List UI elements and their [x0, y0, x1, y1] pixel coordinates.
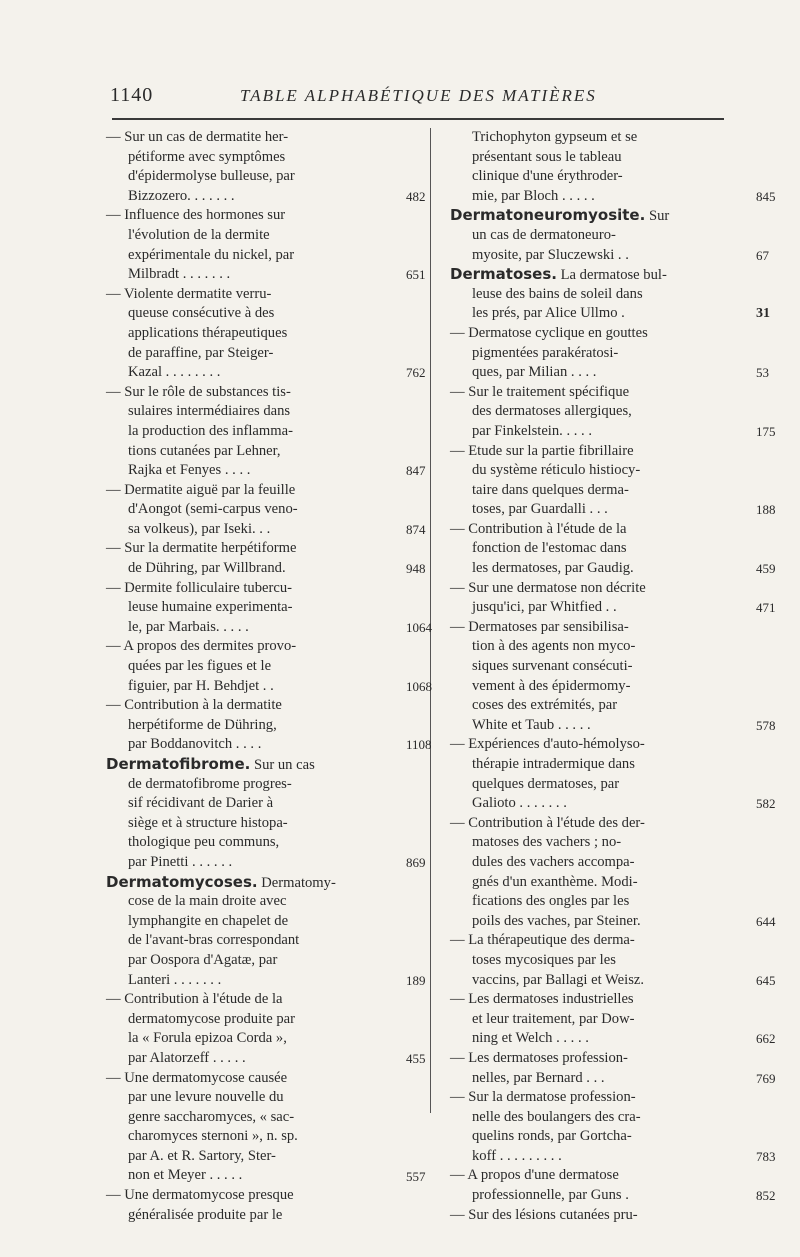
index-entry [450, 324, 769, 383]
entry-text: par Oospora d'Agatæ, par [128, 951, 278, 968]
entry-text: expérimentale du nickel, par [128, 246, 295, 263]
entry-page-number: 1108 [406, 737, 432, 753]
entry-page-number: 762 [406, 365, 426, 381]
entry-text: — Une dermatomycose presque [106, 1187, 294, 1204]
entry-line [450, 618, 740, 638]
entry-page-number: 874 [406, 521, 426, 537]
entry-text: mie, par Bloch . . . . . [472, 187, 595, 204]
entry-text: quelins ronds, par Gortcha- [472, 1128, 632, 1145]
entry-text: par Finkelstein. . . . . [472, 422, 592, 439]
entry-line [450, 873, 740, 893]
entry-heading: Dermatomycoses. [106, 872, 258, 891]
entry-line [106, 833, 396, 853]
entry-text: les prés, par Alice Ullmo . [472, 305, 625, 322]
entry-line [106, 1108, 396, 1128]
entry-line [450, 128, 740, 148]
entry-line [450, 931, 740, 951]
entry-text: Trichophyton gypseum et se [472, 129, 638, 145]
entry-text: des dermatoses allergiques, [472, 403, 632, 420]
entry-line [106, 285, 396, 305]
running-title: TABLE ALPHABÉTIQUE DES MATIÈRES [240, 86, 597, 105]
entry-line [450, 1049, 740, 1069]
entry-text: professionnelle, par Guns . [472, 1187, 629, 1204]
entry-line [106, 598, 396, 618]
entry-text: nelles, par Bernard . . . [472, 1069, 605, 1086]
entry-page-number: 459 [756, 561, 776, 577]
entry-line [450, 206, 740, 226]
entry-text: généralisée produite par le [128, 1206, 283, 1223]
entry-text: lymphangite en chapelet de [128, 912, 289, 929]
entry-text: — A propos d'une dermatose [450, 1167, 619, 1184]
entry-page-number: 188 [756, 502, 776, 518]
entry-text: poils des vaches, par Steiner. [472, 912, 641, 929]
entry-text: clinique d'une érythroder- [472, 168, 623, 185]
entry-line [450, 794, 740, 814]
entry-line [450, 520, 740, 540]
entry-text: fications des ongles par les [472, 893, 630, 910]
index-entry [450, 1049, 776, 1088]
entry-page-number: 845 [756, 188, 776, 204]
entry-text: dules des vachers accompa- [472, 853, 635, 870]
entry-text: matoses des vachers ; no- [472, 834, 622, 851]
page-number: 1140 [110, 84, 154, 106]
entry-text: — Dermatite aiguë par la feuille [106, 481, 296, 498]
entry-line [450, 1108, 740, 1128]
entry-line [106, 618, 396, 638]
entry-line [106, 931, 396, 951]
entry-text: — Sur une dermatose non décrite [450, 579, 646, 596]
entry-line [450, 1127, 740, 1147]
entry-text: Milbradt . . . . . . . [128, 266, 231, 283]
entry-heading: Dermatofibrome. [106, 755, 251, 773]
entry-text: de dermatofibrome progres- [128, 775, 292, 792]
entry-text: — Dermatoses par sensibilisa- [450, 618, 629, 635]
entry-line [450, 167, 740, 187]
entry-line [106, 1147, 396, 1167]
entry-page-number: 1068 [406, 678, 432, 694]
entry-text: nelle des boulangers des cra- [472, 1108, 641, 1125]
entry-page-number: 847 [406, 463, 426, 479]
entry-line [450, 500, 740, 520]
entry-line [106, 383, 396, 403]
entry-text: — Les dermatoses profession- [450, 1049, 628, 1066]
entry-text: les dermatoses, par Gaudig. [472, 560, 634, 577]
entry-line [450, 1186, 740, 1206]
entry-text: jusqu'ici, par Whitfied . . [472, 599, 617, 616]
entry-line [450, 755, 740, 775]
entry-text: l'évolution de la dermite [128, 226, 270, 243]
entry-text: — Les dermatoses industrielles [450, 991, 634, 1008]
entry-text: — Une dermatomycose causée [106, 1069, 288, 1086]
entry-line [450, 539, 740, 559]
entry-line [450, 696, 740, 716]
entry-text: — Contribution à l'étude de la [106, 991, 283, 1008]
entry-text: leuse humaine experimenta- [128, 599, 293, 616]
entry-line [106, 461, 396, 481]
entry-line [106, 304, 396, 324]
entry-text: Galioto . . . . . . . [472, 795, 567, 812]
entry-text: un cas de dermatoneuro- [472, 226, 616, 243]
entry-text: Sur [645, 208, 670, 225]
entry-heading: Dermatoses. [450, 265, 557, 284]
entry-text: d'Aongot (semi-carpus veno- [128, 501, 298, 518]
entry-line [450, 187, 740, 207]
index-entry [106, 285, 426, 383]
entry-text: présentant sous le tableau [472, 148, 622, 165]
entry-line [106, 1166, 396, 1186]
entry-line [106, 1029, 396, 1049]
entry-line [450, 402, 740, 422]
entry-text: coses des extrémités, par [472, 697, 618, 714]
entry-line [106, 481, 396, 501]
index-entry [450, 442, 776, 520]
entry-text: — Sur le traitement spécifique [450, 383, 630, 400]
entry-line [106, 579, 396, 599]
entry-page-number: 948 [406, 561, 426, 577]
entry-text: charomyces sternoni », n. sp. [128, 1128, 298, 1145]
entry-line [450, 265, 740, 285]
entry-text: tion à des agents non myco- [472, 638, 636, 655]
entry-line [450, 481, 740, 501]
index-entry [106, 696, 432, 755]
entry-line [450, 775, 740, 795]
index-entry [450, 383, 776, 442]
index-entry [106, 539, 426, 578]
entry-line [450, 598, 740, 618]
entry-text: de l'avant-bras correspondant [128, 932, 300, 949]
entry-heading: Dermatoneuromyosite. [450, 206, 646, 225]
entry-text: — La thérapeutique des derma- [450, 932, 635, 949]
entry-text: cose de la main droite avec [128, 893, 287, 910]
entry-text: de Dühring, par Willbrand. [128, 560, 286, 577]
index-entry [106, 1069, 426, 1187]
entry-line [106, 559, 396, 579]
entry-line [106, 1088, 396, 1108]
entry-line [450, 246, 740, 266]
entry-text: Sur un cas [250, 757, 315, 773]
entry-page-number: 471 [756, 600, 776, 616]
entry-page-number: 769 [756, 1070, 776, 1086]
entry-text: Dermatomy- [257, 874, 336, 891]
index-entry [450, 206, 769, 265]
index-entry [106, 990, 426, 1068]
index-entry [450, 1166, 776, 1205]
entry-line [106, 990, 396, 1010]
entry-line [450, 1206, 740, 1226]
entry-text: — Sur la dermatose profession- [450, 1089, 636, 1106]
entry-line [106, 637, 396, 657]
entry-line [106, 206, 396, 226]
entry-text: vaccins, par Ballagi et Weisz. [472, 971, 644, 988]
entry-text: du système réticulo histiocy- [472, 462, 641, 479]
entry-text: quelques dermatoses, par [472, 775, 620, 792]
entry-line [450, 892, 740, 912]
index-entry [106, 481, 426, 540]
entry-text: sa volkeus), par Iseki. . . [128, 520, 271, 537]
entry-line [106, 853, 396, 873]
entry-line [450, 912, 740, 932]
entry-page-number: 662 [756, 1031, 776, 1047]
entry-page-number: 651 [406, 267, 426, 283]
entry-text: — Violente dermatite verru- [106, 285, 272, 302]
entry-line [450, 1010, 740, 1030]
entry-line [450, 1088, 740, 1108]
entry-line [450, 1166, 740, 1186]
entry-line [106, 892, 396, 912]
index-entry [106, 128, 426, 206]
entry-text: pétiforme avec symptômes [128, 148, 286, 165]
entry-page-number: 578 [756, 717, 776, 733]
entry-line [450, 951, 740, 971]
entry-text: pigmentées parakératosi- [472, 344, 619, 361]
entry-text: — Sur un cas de dermatite her- [106, 129, 289, 145]
entry-page-number: 31 [756, 306, 770, 322]
entry-line [106, 1069, 396, 1089]
entry-line [106, 775, 396, 795]
entry-line [106, 1127, 396, 1147]
entry-line [106, 265, 396, 285]
entry-text: Bizzozero. . . . . . . [128, 187, 235, 204]
entry-text: par Pinetti . . . . . . [128, 853, 233, 870]
entry-text: thologique peu communs, [128, 834, 280, 851]
entry-text: figuier, par H. Behdjet . . [128, 677, 274, 694]
entry-line [106, 128, 396, 148]
entry-page-number: 644 [756, 913, 776, 929]
entry-text: leuse des bains de soleil dans [472, 285, 643, 302]
entry-text: le, par Marbais. . . . . [128, 618, 249, 635]
entry-line [106, 148, 396, 168]
entry-line [106, 912, 396, 932]
index-entry [450, 931, 776, 990]
entry-text: fonction de l'estomac dans [472, 540, 627, 557]
entry-text: la « Forula epizoa Corda », [128, 1030, 287, 1047]
entry-text: Rajka et Fenyes . . . . [128, 462, 251, 479]
entry-line [450, 814, 740, 834]
entry-line [106, 1206, 396, 1226]
entry-line [450, 285, 740, 305]
header-rule [112, 118, 724, 120]
entry-page-number: 557 [406, 1168, 426, 1184]
entry-line [450, 716, 740, 736]
entry-line [450, 579, 740, 599]
index-entry [450, 990, 776, 1049]
entry-text: quées par les figues et le [128, 658, 272, 675]
entry-line [450, 1069, 740, 1089]
entry-text: thérapie intradermique dans [472, 756, 635, 772]
entry-line [106, 755, 396, 775]
right-column [450, 128, 776, 1225]
entry-line [106, 539, 396, 559]
entry-text: siège et à structure histopa- [128, 814, 288, 831]
entry-page-number: 869 [406, 855, 426, 870]
entry-text: genre saccharomyces, « sac- [128, 1108, 295, 1125]
entry-line [450, 637, 740, 657]
entry-text: Kazal . . . . . . . . [128, 364, 221, 381]
index-entry [106, 872, 426, 991]
entry-line [106, 716, 396, 736]
entry-line [450, 461, 740, 481]
entry-line [106, 1010, 396, 1030]
entry-text: — Sur la dermatite herpétiforme [106, 540, 297, 557]
entry-line [450, 853, 740, 873]
entry-line [106, 657, 396, 677]
entry-line [450, 677, 740, 697]
index-entry [450, 618, 776, 736]
index-entry [106, 637, 432, 696]
entry-line [106, 1049, 396, 1069]
entry-page-number: 175 [756, 423, 776, 439]
index-entry [106, 1186, 396, 1225]
entry-line [106, 873, 396, 893]
entry-text: sif récidivant de Darier à [128, 795, 274, 812]
entry-line [450, 657, 740, 677]
entry-text: — Sur le rôle de substances tis- [106, 383, 291, 400]
index-entry [106, 383, 426, 481]
entry-text: — Influence des hormones sur [106, 207, 286, 224]
entry-line [450, 383, 740, 403]
entry-line [106, 814, 396, 834]
entry-line [106, 520, 396, 540]
index-entry [450, 814, 776, 932]
index-entry [450, 1206, 740, 1226]
entry-line [106, 1186, 396, 1206]
entry-line [106, 794, 396, 814]
entry-line [450, 1147, 740, 1167]
entry-line [450, 324, 740, 344]
entry-line [450, 226, 740, 246]
entry-line [450, 559, 740, 579]
entry-line [106, 402, 396, 422]
entry-text: de paraffine, par Steiger- [128, 344, 274, 361]
entry-line [106, 363, 396, 383]
index-entry [450, 520, 776, 579]
entry-text: et leur traitement, par Dow- [472, 1010, 635, 1027]
entry-page-number: 455 [406, 1050, 426, 1066]
index-entry [106, 579, 432, 638]
entry-text: siques survenant consécuti- [472, 658, 633, 675]
entry-line [450, 344, 740, 364]
entry-text: gnés d'un exanthème. Modi- [472, 873, 638, 890]
entry-text: — Dermatose cyclique en gouttes [450, 324, 648, 341]
entry-line [106, 246, 396, 266]
entry-page-number: 1064 [406, 619, 432, 635]
entry-text: koff . . . . . . . . . [472, 1147, 562, 1164]
entry-page-number: 582 [756, 796, 776, 812]
entry-line [106, 167, 396, 187]
entry-line [450, 304, 740, 324]
entry-text: sulaires intermédiaires dans [128, 403, 291, 420]
entry-page-number: 189 [406, 972, 426, 988]
entry-text: Lanteri . . . . . . . [128, 971, 222, 988]
entry-line [450, 442, 740, 462]
entry-text: queuse consécutive à des [128, 305, 275, 322]
entry-page-number: 783 [756, 1148, 776, 1164]
entry-text: taire dans quelques derma- [472, 481, 629, 498]
entry-text: ques, par Milian . . . . [472, 364, 597, 381]
entry-text: par une levure nouvelle du [128, 1089, 284, 1106]
entry-text: non et Meyer . . . . . [128, 1167, 243, 1184]
entry-line [450, 148, 740, 168]
index-entry [106, 755, 426, 873]
index-entry [450, 1088, 776, 1166]
entry-line [450, 735, 740, 755]
entry-line [106, 344, 396, 364]
index-entry [450, 579, 776, 618]
entry-page-number: 852 [756, 1188, 776, 1204]
index-entry [450, 265, 770, 324]
index-entry [106, 206, 426, 284]
entry-line [106, 735, 396, 755]
index-entry [450, 735, 776, 813]
entry-page-number: 67 [756, 247, 769, 263]
index-entry [450, 128, 776, 206]
entry-line [106, 324, 396, 344]
entry-text: par Alatorzeff . . . . . [128, 1049, 246, 1066]
entry-line [106, 951, 396, 971]
entry-line [106, 226, 396, 246]
entry-text: par A. et R. Sartory, Ster- [128, 1147, 276, 1164]
entry-text: — Sur des lésions cutanées pru- [450, 1206, 638, 1223]
entry-page-number: 645 [756, 972, 776, 988]
entry-text: toses, par Guardalli . . . [472, 501, 608, 518]
entry-text: d'épidermolyse bulleuse, par [128, 168, 295, 185]
left-column [106, 128, 432, 1225]
entry-text: ning et Welch . . . . . [472, 1030, 589, 1047]
entry-line [450, 990, 740, 1010]
entry-line [106, 971, 396, 991]
entry-line [450, 1029, 740, 1049]
entry-text: — Contribution à la dermatite [106, 697, 282, 714]
entry-text: — Etude sur la partie fibrillaire [450, 442, 634, 459]
entry-text: vement à des épidermomy- [472, 677, 631, 694]
entry-text: applications thérapeutiques [128, 324, 288, 341]
entry-text: — Contribution à l'étude des der- [450, 814, 645, 831]
entry-line [106, 442, 396, 462]
entry-text: herpétiforme de Dühring, [128, 716, 277, 733]
entry-line [106, 500, 396, 520]
entry-text: toses mycosiques par les [472, 951, 616, 968]
entry-text: dermatomycose produite par [128, 1010, 295, 1027]
entry-line [450, 971, 740, 991]
entry-text: tions cutanées par Lehner, [128, 442, 281, 459]
entry-page-number: 53 [756, 365, 769, 381]
entry-line [450, 833, 740, 853]
entry-line [106, 696, 396, 716]
entry-text: — Contribution à l'étude de la [450, 520, 627, 537]
entry-text: myosite, par Sluczewski . . [472, 246, 629, 263]
entry-line [450, 422, 740, 442]
entry-text: la production des inflamma- [128, 422, 293, 439]
entry-line [106, 422, 396, 442]
entry-line [106, 187, 396, 207]
entry-text: La dermatose bul- [556, 267, 667, 284]
page-header [110, 84, 710, 114]
entry-text: par Boddanovitch . . . . [128, 736, 262, 753]
entry-text: — A propos des dermites provo- [106, 638, 297, 655]
entry-text: — Expériences d'auto-hémolyso- [450, 736, 645, 753]
entry-page-number: 482 [406, 188, 426, 204]
entry-text: White et Taub . . . . . [472, 716, 591, 733]
entry-line [450, 363, 740, 383]
entry-line [106, 677, 396, 697]
entry-text: — Dermite folliculaire tubercu- [106, 579, 292, 596]
